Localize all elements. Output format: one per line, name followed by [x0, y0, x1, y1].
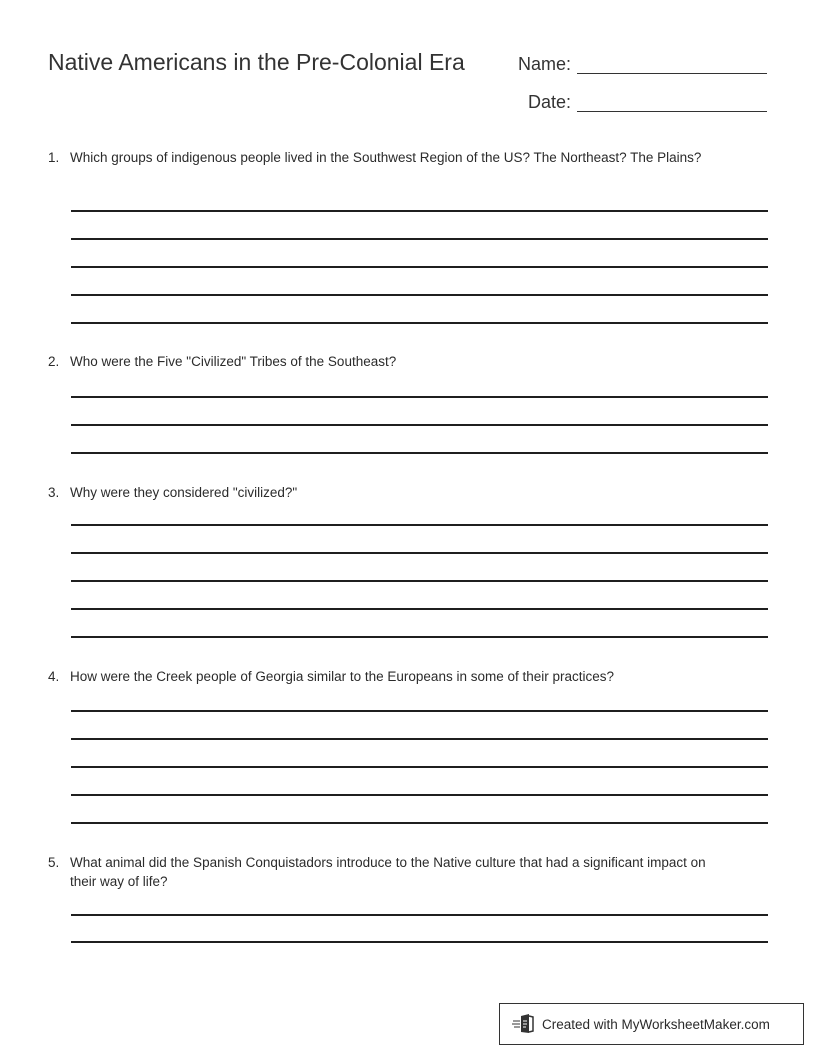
question-text: Which groups of indigenous people lived in the Southwest Region of the US? The Northeast? The Plains? [70, 150, 702, 165]
date-line[interactable] [577, 91, 767, 112]
question-text: What animal did the Spanish Conquistadors introduce to the Native culture that had a significant impact on their way of life? [70, 855, 706, 889]
question-number: 3. [48, 485, 60, 500]
question-5 [48, 853, 728, 891]
answer-line[interactable] [71, 738, 768, 740]
answer-line[interactable] [71, 322, 768, 324]
footer-text: Created with MyWorksheetMaker.com [542, 1016, 770, 1032]
answer-line[interactable] [71, 580, 768, 582]
date-label: Date: [527, 92, 571, 112]
answer-line[interactable] [71, 524, 768, 526]
question-number: 5. [48, 855, 60, 870]
question-text: Who were the Five "Civilized" Tribes of the Southeast? [70, 354, 397, 369]
answer-line[interactable] [71, 608, 768, 610]
worksheet-logo-icon [512, 1013, 536, 1035]
name-line[interactable] [577, 53, 767, 74]
created-with-badge[interactable] [499, 1003, 804, 1045]
answer-line[interactable] [71, 822, 768, 824]
answer-line[interactable] [71, 294, 768, 296]
question-number: 1. [48, 150, 60, 165]
answer-line[interactable] [71, 424, 768, 426]
question-2 [48, 352, 728, 371]
answer-line[interactable] [71, 238, 768, 240]
question-1 [48, 148, 728, 167]
question-4 [48, 667, 728, 686]
answer-line[interactable] [71, 210, 768, 212]
answer-line[interactable] [71, 710, 768, 712]
question-number: 2. [48, 354, 60, 369]
question-number: 4. [48, 669, 60, 684]
answer-line[interactable] [71, 794, 768, 796]
answer-line[interactable] [71, 396, 768, 398]
answer-line[interactable] [71, 452, 768, 454]
answer-line[interactable] [71, 766, 768, 768]
name-label: Name: [517, 54, 571, 74]
question-text: Why were they considered "civilized?" [70, 485, 298, 500]
date-field [528, 91, 767, 112]
answer-line[interactable] [71, 914, 768, 916]
name-field [518, 53, 767, 74]
worksheet-title: Native Americans in the Pre-Colonial Era [48, 49, 465, 75]
answer-line[interactable] [71, 636, 768, 638]
question-text: How were the Creek people of Georgia similar to the Europeans in some of their practices? [70, 669, 615, 684]
answer-line[interactable] [71, 941, 768, 943]
answer-line[interactable] [71, 552, 768, 554]
question-3 [48, 483, 728, 502]
answer-line[interactable] [71, 266, 768, 268]
